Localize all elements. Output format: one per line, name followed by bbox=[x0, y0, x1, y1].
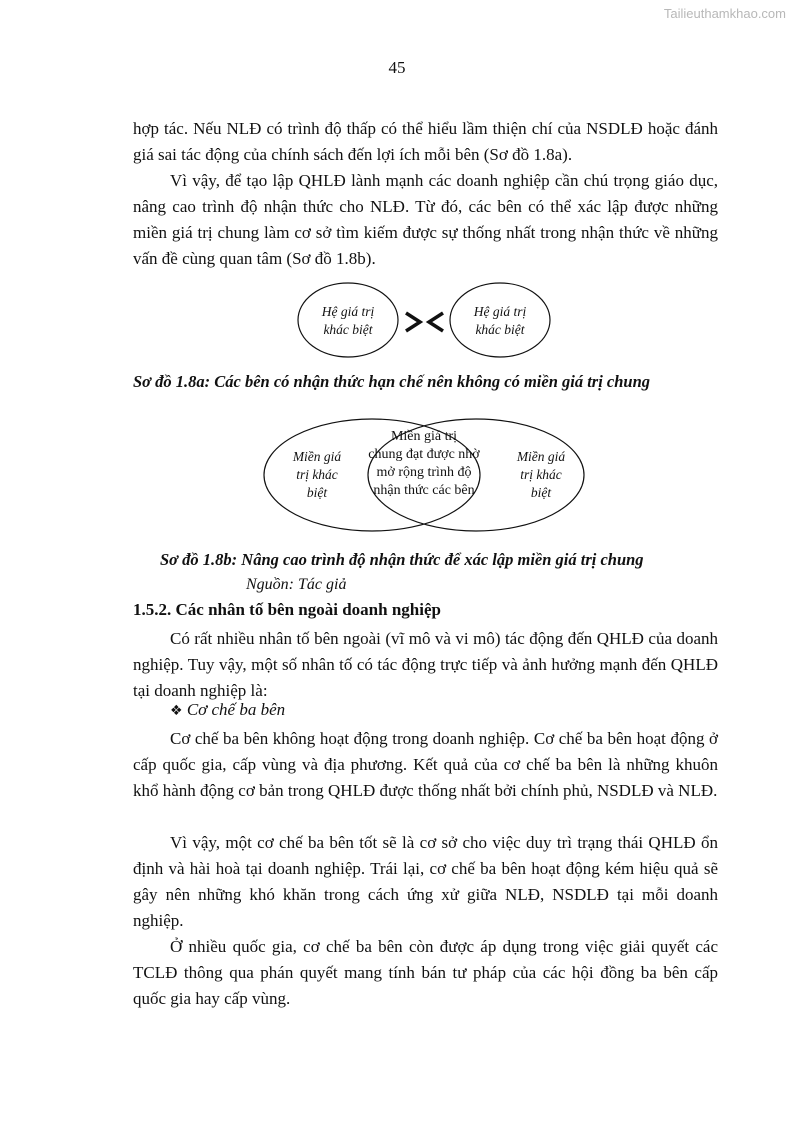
center-overlap-line-3: mở rộng trình độ bbox=[376, 465, 472, 480]
center-overlap-line-4: nhận thức các bên bbox=[373, 483, 475, 498]
right-ellipse-a-line-1: Hệ giá trị bbox=[473, 304, 527, 319]
paragraph-4: Cơ chế ba bên không hoạt động trong doanh nghiệp. Cơ chế ba bên hoạt động ở cấp quốc gia, cấp vùng và địa phương. Kết quả của cơ chế ba bên là những khuôn khổ hành động cơ bản trong QHLĐ được thống nhất bởi chính phủ, NSDLĐ và NLĐ. bbox=[133, 729, 718, 800]
watermark: Tailieuthamkhao.com bbox=[663, 6, 786, 21]
page-number: 45 bbox=[388, 58, 406, 77]
paragraph-2: Vì vậy, để tạo lập QHLĐ lành mạnh các doanh nghiệp cần chú trọng giáo dục, nâng cao trình độ nhận thức cho NLĐ. Từ đó, các bên có thể xác lập được những miền giá trị chung làm cơ sở tìm kiếm được sự thống nhất trong nhận thức về những vấn đề cùng quan tâm (Sơ đồ 1.8b). bbox=[133, 171, 718, 268]
right-ellipse-b-label bbox=[494, 448, 588, 502]
paragraph-5: Vì vậy, một cơ chế ba bên tốt sẽ là cơ sở cho việc duy trì trạng thái QHLĐ ổn định và hài hoà tại doanh nghiệp. Trái lại, cơ chế ba bên hoạt động kém hiệu quả sẽ gây nên những khó khăn trong cách ứng xử giữa NLĐ, NSDLĐ tại mỗi doanh nghiệp. bbox=[133, 833, 718, 930]
right-ellipse-b-line-3: biệt bbox=[530, 485, 552, 500]
left-ellipse-a-line-2: khác biệt bbox=[323, 322, 373, 337]
left-ellipse-b-label bbox=[272, 448, 362, 502]
source-note: Nguồn: Tác giả bbox=[246, 576, 347, 593]
center-overlap-line-2: chung đạt được nhờ bbox=[368, 447, 480, 462]
paragraph-3: Có rất nhiều nhân tố bên ngoài (vĩ mô và vi mô) tác động đến QHLĐ của doanh nghiệp. Tuy vậy, một số nhân tố có tác động trực tiếp và ảnh hưởng mạnh đến QHLĐ tại doanh nghiệp là: bbox=[133, 629, 718, 700]
right-ellipse-a-line-2: khác biệt bbox=[475, 322, 525, 337]
center-overlap-line-1: Miền giá trị bbox=[390, 429, 458, 444]
left-ellipse-b-line-3: biệt bbox=[306, 485, 328, 500]
left-ellipse-b-line-2: trị khác bbox=[296, 467, 338, 482]
center-overlap-label bbox=[362, 428, 486, 500]
bullet-item bbox=[170, 700, 285, 720]
caption-1-8a: Sơ đồ 1.8a: Các bên có nhận thức hạn chế nên không có miền giá trị chung bbox=[133, 372, 651, 391]
diamond-bullet-icon: ❖ bbox=[170, 703, 183, 719]
paragraph-6: Ở nhiều quốc gia, cơ chế ba bên còn được áp dụng trong việc giải quyết các TCLĐ thông qua phán quyết mang tính bán tư pháp của các hội đồng ba bên cấp quốc gia hay cấp vùng. bbox=[133, 937, 718, 1008]
section-heading: 1.5.2. Các nhân tố bên ngoài doanh nghiệp bbox=[133, 600, 441, 619]
right-ellipse-b-line-2: trị khác bbox=[520, 467, 562, 482]
right-ellipse-b-line-1: Miền giá bbox=[516, 449, 566, 464]
bullet-text: Cơ chế ba bên bbox=[186, 700, 286, 719]
left-ellipse-a-line-1: Hệ giá trị bbox=[321, 304, 375, 319]
paragraph-1: hợp tác. Nếu NLĐ có trình độ thấp có thể hiểu lầm thiện chí của NSDLĐ hoặc đánh giá sai tác động của chính sách đến lợi ích mỗi bên (Sơ đồ 1.8a). bbox=[133, 119, 718, 164]
caption-1-8b: Sơ đồ 1.8b: Nâng cao trình độ nhận thức để xác lập miền giá trị chung bbox=[160, 550, 644, 569]
left-ellipse-b-line-1: Miền giá bbox=[292, 449, 342, 464]
